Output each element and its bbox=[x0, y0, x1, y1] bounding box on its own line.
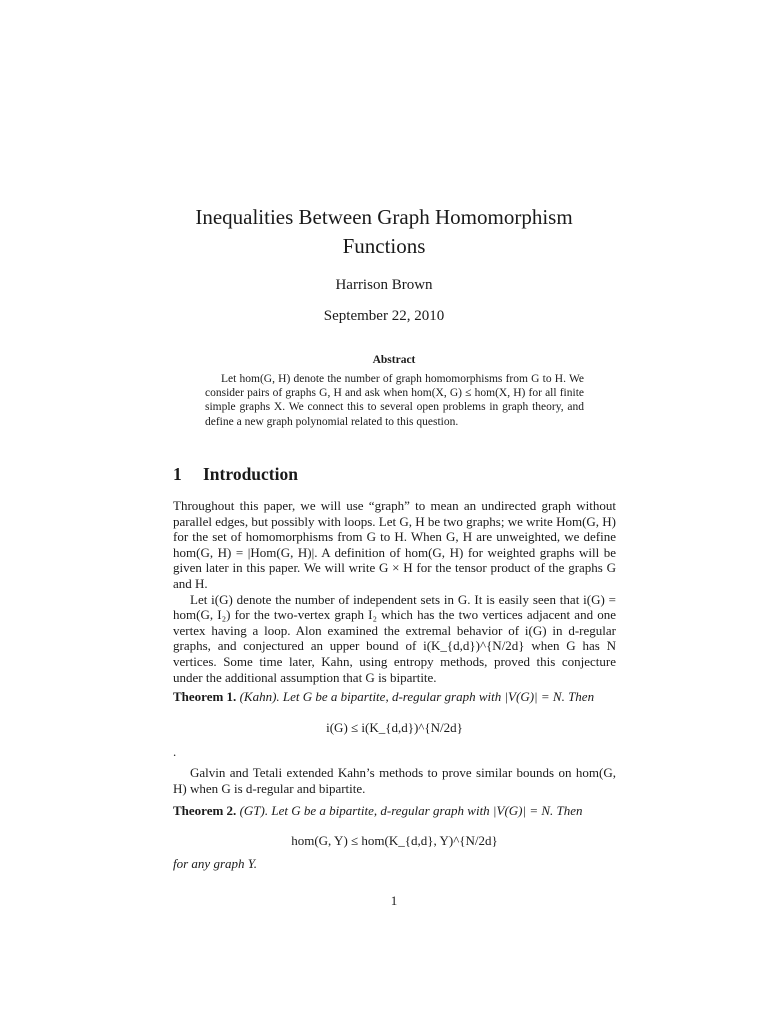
theorem-1-label: Theorem 1. bbox=[173, 689, 237, 704]
theorem-2-equation: hom(G, Y) ≤ hom(K_{d,d}, Y)^{N/2d} bbox=[291, 833, 498, 848]
theorem-1 bbox=[173, 689, 616, 705]
section-heading bbox=[173, 464, 298, 485]
abstract-body bbox=[205, 372, 584, 429]
intro-body bbox=[173, 498, 616, 685]
paragraph-1: Throughout this paper, we will use “graph” to mean an undirected graph without parallel edges, but possibly with loops. Let G, H be two graphs; we write Hom(G, H) for the set of homomorphisms from G to H. When G, H are unweighted, we define hom(G, H) = |Hom(G, H)|. A definition of hom(G, H) for weighted graphs will be given later in this paper. We will write G × H for the tensor product of the graphs G and H. bbox=[173, 498, 617, 591]
paragraph-2: Let i(G) denote the number of independent sets in G. It is easily seen that i(G) = hom(G, I₂) for the two-vertex graph I₂ which has the two vertices adjacent and one vertex having a loop. Alon examined the extremal behavior of i(G) in d-regular graphs, and conjectured an upper bound of i(K_{d,d})^{N/2d} when G has N vertices. Some time later, Kahn, using entropy methods, proved this conjecture under the additional assumption that G is bipartite. bbox=[173, 591, 616, 685]
section-title: Introduction bbox=[203, 464, 298, 484]
theorem-2-text: (GT). Let G be a bipartite, d-regular graph with |V(G)| = N. Then bbox=[239, 803, 583, 818]
theorem-1-equation: i(G) ≤ i(K_{d,d})^{N/2d} bbox=[326, 720, 463, 735]
abstract-text: Let hom(G, H) denote the number of graph homomorphisms from G to H. We consider pairs of graphs G, H and ask when hom(X, G) ≤ hom(X, H) for all finite simple graphs X. We connect this to several open problems in graph theory, and define a new graph polynomial related to this question. bbox=[205, 373, 584, 428]
theorem-2-label: Theorem 2. bbox=[173, 803, 237, 818]
abstract-heading: Abstract bbox=[372, 354, 416, 366]
section-number: 1 bbox=[173, 464, 182, 484]
paragraph-3-block bbox=[173, 765, 616, 796]
title-line-1: Inequalities Between Graph Homomorphism bbox=[195, 205, 573, 229]
page-number: 1 bbox=[390, 893, 398, 908]
date: September 22, 2010 bbox=[323, 308, 445, 324]
theorem-1-text: (Kahn). Let G be a bipartite, d-regular graph with |V(G)| = N. Then bbox=[239, 689, 595, 704]
paper-title bbox=[0, 203, 768, 261]
theorem-2-tail: for any graph Y. bbox=[173, 856, 258, 871]
stray-period: . bbox=[173, 744, 177, 759]
author: Harrison Brown bbox=[335, 277, 433, 293]
theorem-2 bbox=[173, 803, 616, 819]
paragraph-3: Galvin and Tetali extended Kahn’s methods to prove similar bounds on hom(G, H) when G is d-regular and bipartite. bbox=[173, 765, 616, 796]
title-line-2: Functions bbox=[342, 234, 426, 258]
